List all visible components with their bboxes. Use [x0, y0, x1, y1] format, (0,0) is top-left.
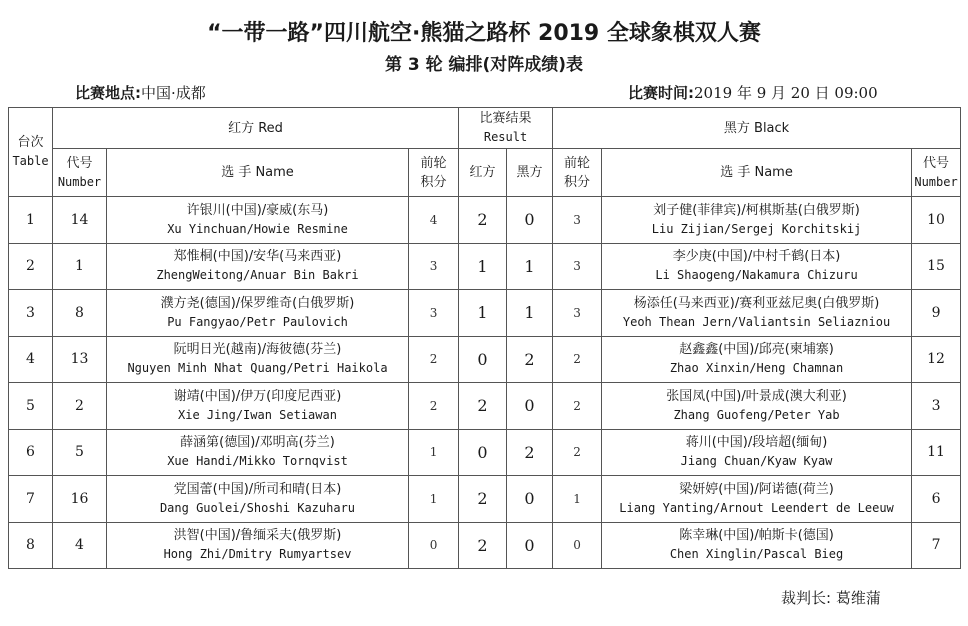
red-side-header: 红方 Red [53, 108, 459, 149]
black-names-chinese: 蒋川(中国)/段培超(缅甸) [685, 435, 828, 451]
red-names-english: Pu Fangyao/Petr Paulovich [167, 314, 348, 329]
red-player-number: 13 [53, 336, 107, 383]
red-player-number: 1 [53, 243, 107, 290]
table-row [9, 290, 961, 337]
red-names-english: Nguyen Minh Nhat Quang/Petri Haikola [127, 361, 388, 376]
table-number: 1 [9, 197, 53, 244]
black-names-english: Li Shaogeng/Nakamura Chizuru [655, 268, 858, 283]
table-number: 5 [9, 383, 53, 430]
black-prev-points-header: 前轮 积分 [553, 149, 602, 197]
black-side-header: 黑方 Black [553, 108, 961, 149]
black-names-english: Chen Xinglin/Pascal Bieg [669, 547, 844, 562]
black-player-number: 7 [912, 522, 961, 569]
red-player-number: 16 [53, 476, 107, 523]
pairing-table [8, 107, 961, 569]
table-number: 6 [9, 429, 53, 476]
table-number: 3 [9, 290, 53, 337]
red-result: 0 [459, 429, 507, 476]
black-name-header: 选 手 Name [602, 149, 912, 197]
red-names-chinese: 阮明日光(越南)/海彼德(芬兰) [173, 342, 342, 358]
black-previous-points: 2 [553, 336, 602, 383]
red-names-chinese: 郑惟桐(中国)/安华(马来西亚) [173, 249, 342, 265]
black-names-english: Zhao Xinxin/Heng Chamnan [669, 361, 844, 376]
red-player-names [107, 197, 409, 244]
red-result: 1 [459, 290, 507, 337]
black-previous-points: 3 [553, 243, 602, 290]
black-previous-points: 2 [553, 429, 602, 476]
black-number-header: 代号 Number [912, 149, 961, 197]
red-player-number: 8 [53, 290, 107, 337]
black-player-names [602, 429, 912, 476]
venue-value: 中国·成都 [141, 84, 206, 102]
red-player-names [107, 383, 409, 430]
red-prev-points-header: 前轮 积分 [409, 149, 459, 197]
red-names-chinese: 濮方尧(德国)/保罗维奇(白俄罗斯) [160, 295, 355, 311]
black-player-number: 12 [912, 336, 961, 383]
red-player-names [107, 522, 409, 569]
black-names-chinese: 杨添任(马来西亚)/赛利亚兹尼奥(白俄罗斯) [633, 295, 880, 311]
black-names-english: Yeoh Thean Jern/Valiantsin Seliazniou [622, 314, 891, 329]
red-player-number: 2 [53, 383, 107, 430]
table-row [9, 429, 961, 476]
red-previous-points: 2 [409, 336, 459, 383]
table-column-header: 台次 Table [9, 108, 53, 197]
black-previous-points: 3 [553, 290, 602, 337]
venue-label: 比赛地点: [75, 84, 141, 102]
black-player-number: 6 [912, 476, 961, 523]
table-number: 4 [9, 336, 53, 383]
black-names-chinese: 张国凤(中国)/叶景成(澳大利亚) [666, 388, 847, 404]
table-row [9, 476, 961, 523]
result-header: 比赛结果 Result [459, 108, 553, 149]
black-player-number: 15 [912, 243, 961, 290]
red-previous-points: 2 [409, 383, 459, 430]
red-player-number: 4 [53, 522, 107, 569]
black-names-chinese: 刘子健(菲律宾)/柯棋斯基(白俄罗斯) [653, 202, 860, 218]
red-previous-points: 4 [409, 197, 459, 244]
red-previous-points: 1 [409, 476, 459, 523]
table-row [9, 336, 961, 383]
black-result: 0 [507, 522, 553, 569]
black-names-english: Liu Zijian/Sergej Korchitskij [651, 221, 862, 236]
red-result: 2 [459, 476, 507, 523]
document-title: “一带一路”四川航空·熊猫之路杯 2019 全球象棋双人赛 [207, 21, 761, 46]
red-names-english: Xie Jing/Iwan Setiawan [178, 407, 337, 422]
red-names-chinese: 许银川(中国)/豪威(东马) [186, 202, 329, 218]
black-previous-points: 1 [553, 476, 602, 523]
red-player-names [107, 290, 409, 337]
red-name-header: 选 手 Name [107, 149, 409, 197]
red-result: 0 [459, 336, 507, 383]
black-previous-points: 3 [553, 197, 602, 244]
red-previous-points: 1 [409, 429, 459, 476]
black-result: 0 [507, 383, 553, 430]
black-names-chinese: 陈幸琳(中国)/帕斯卡(德国) [679, 528, 834, 544]
red-result: 1 [459, 243, 507, 290]
black-player-names [602, 336, 912, 383]
black-result: 1 [507, 243, 553, 290]
red-result-header: 红方 [459, 149, 507, 197]
time-line [628, 82, 878, 103]
black-names-english: Liang Yanting/Arnout Leendert de Leeuw [619, 500, 894, 515]
table-row [9, 522, 961, 569]
black-result: 0 [507, 197, 553, 244]
table-row [9, 243, 961, 290]
red-previous-points: 3 [409, 290, 459, 337]
black-player-names [602, 522, 912, 569]
red-names-english: Xue Handi/Mikko Tornqvist [167, 454, 348, 469]
table-number: 8 [9, 522, 53, 569]
black-names-chinese: 李少庚(中国)/中村千鹤(日本) [672, 249, 841, 265]
table-number: 2 [9, 243, 53, 290]
table-row [9, 383, 961, 430]
red-names-english: ZhengWeitong/Anuar Bin Bakri [156, 268, 359, 283]
red-names-chinese: 洪智(中国)/鲁缅采夫(俄罗斯) [173, 528, 342, 544]
red-names-chinese: 薛涵第(德国)/邓明高(芬兰) [180, 435, 335, 451]
black-player-names [602, 197, 912, 244]
black-names-chinese: 梁妍婷(中国)/阿诺德(荷兰) [679, 481, 834, 497]
venue-line [75, 82, 206, 103]
red-names-english: Hong Zhi/Dmitry Rumyartsev [163, 547, 352, 562]
black-player-names [602, 243, 912, 290]
document-subtitle: 第 3 轮 编排(对阵成绩)表 [384, 55, 584, 75]
black-previous-points: 2 [553, 383, 602, 430]
black-player-number: 3 [912, 383, 961, 430]
black-names-chinese: 赵鑫鑫(中国)/邱亮(柬埔寨) [679, 342, 834, 358]
black-player-names [602, 290, 912, 337]
chief-arbiter: 裁判长: 葛维蒲 [781, 589, 881, 607]
red-previous-points: 3 [409, 243, 459, 290]
black-result: 1 [507, 290, 553, 337]
red-names-english: Xu Yinchuan/Howie Resmine [167, 221, 348, 236]
red-names-chinese: 党国蕾(中国)/所司和晴(日本) [173, 481, 342, 497]
black-result: 2 [507, 336, 553, 383]
red-result: 2 [459, 522, 507, 569]
red-number-header: 代号 Number [53, 149, 107, 197]
black-result: 0 [507, 476, 553, 523]
black-result: 2 [507, 429, 553, 476]
red-previous-points: 0 [409, 522, 459, 569]
black-names-english: Jiang Chuan/Kyaw Kyaw [680, 454, 833, 469]
time-value: 2019 年 9 月 20 日 09:00 [694, 84, 878, 102]
black-names-english: Zhang Guofeng/Peter Yab [673, 407, 840, 422]
red-player-names [107, 476, 409, 523]
black-player-names [602, 383, 912, 430]
black-player-number: 10 [912, 197, 961, 244]
black-result-header: 黑方 [507, 149, 553, 197]
red-player-number: 14 [53, 197, 107, 244]
red-result: 2 [459, 383, 507, 430]
black-player-number: 9 [912, 290, 961, 337]
black-player-names [602, 476, 912, 523]
red-player-number: 5 [53, 429, 107, 476]
black-previous-points: 0 [553, 522, 602, 569]
table-number: 7 [9, 476, 53, 523]
table-row [9, 197, 961, 244]
red-names-english: Dang Guolei/Shoshi Kazuharu [159, 500, 356, 515]
black-player-number: 11 [912, 429, 961, 476]
red-names-chinese: 谢靖(中国)/伊万(印度尼西亚) [173, 388, 342, 404]
header-row-1 [9, 108, 961, 149]
time-label: 比赛时间: [628, 84, 694, 102]
red-player-names [107, 336, 409, 383]
red-player-names [107, 429, 409, 476]
header-row-2 [9, 149, 961, 197]
red-player-names [107, 243, 409, 290]
red-result: 2 [459, 197, 507, 244]
